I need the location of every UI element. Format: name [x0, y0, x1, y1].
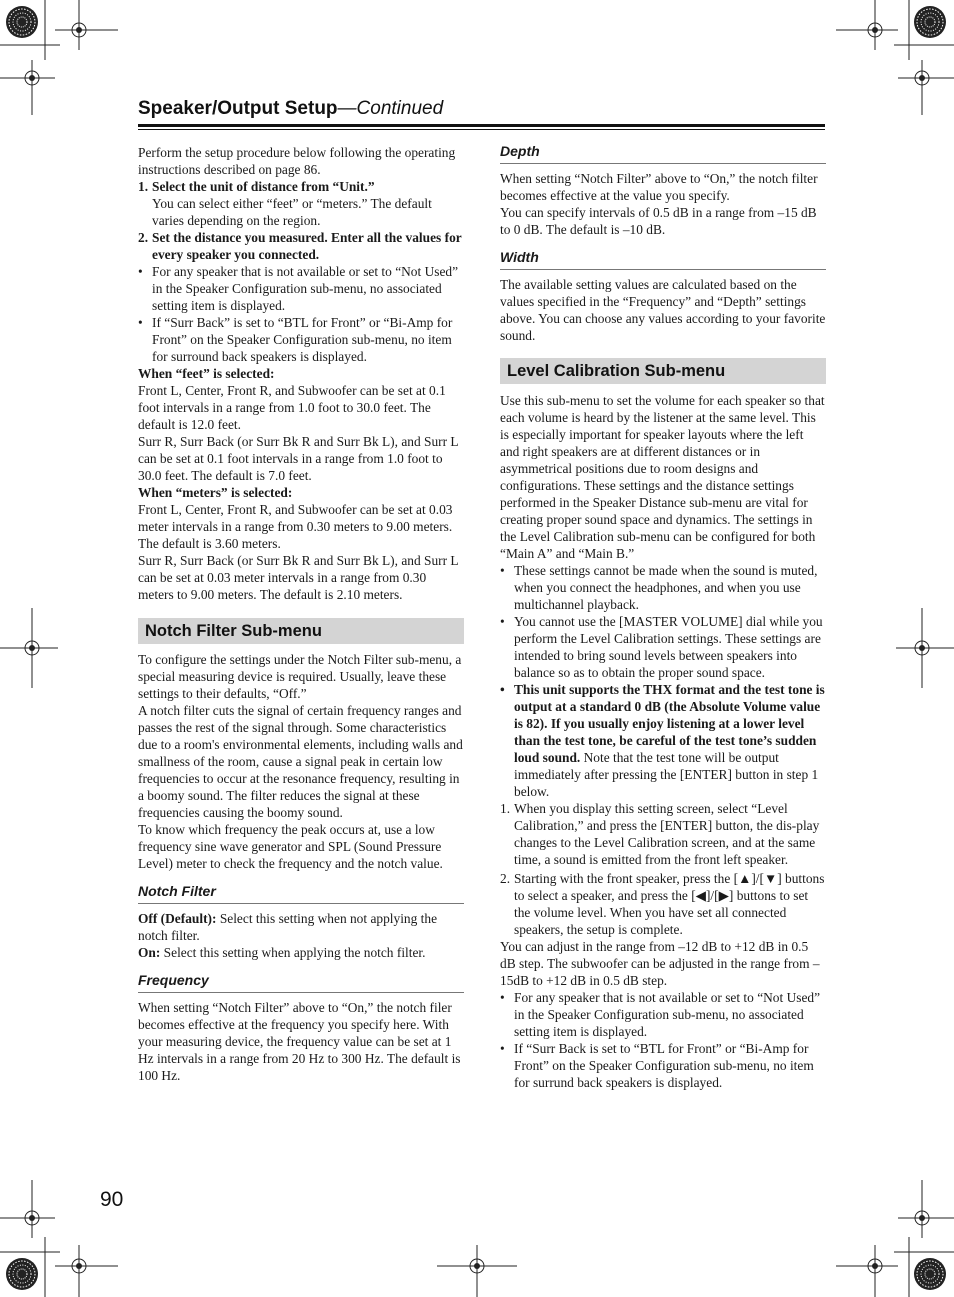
level-step-1	[500, 800, 826, 868]
range-paragraph: You can adjust in the range from –12 dB to +12 dB in 0.5 dB step. The subwoofer can be adjusted in the range from –15dB to +12 dB in 0.5 dB step.	[500, 939, 820, 988]
depth-paragraph-2: You can specify intervals of 0.5 dB in a range from –15 dB to 0 dB. The default is –10 dB.	[500, 205, 817, 237]
list-item	[500, 562, 826, 613]
thx-warning: This unit supports the THX format and the test tone is output at a standard 0 dB (the Absolute Volume value is 82). If you usually enjoy listening at a lower level than the test tone, be careful of the test tone’s sudden loud sound.	[514, 682, 825, 765]
left-column	[138, 144, 464, 1084]
notch-paragraph-1: To configure the settings under the Notch Filter sub-menu, a special measuring device is required. Usually, leave these settings to their defaults, “Off.”	[138, 652, 462, 701]
notch-off-option	[138, 910, 464, 944]
right-column	[500, 142, 826, 1091]
header-title: Speaker/Output Setup	[138, 98, 338, 119]
bullet-text: If “Surr Back” is set to “BTL for Front” or “Bi-Amp for Front” on the Speaker Configuration sub-menu, no item for surround back speakers is displayed.	[152, 315, 453, 364]
notch-on-label: On:	[138, 945, 161, 960]
step-1-number: 1.	[138, 179, 149, 194]
bullet-marker: •	[500, 1041, 505, 1056]
frequency-subheading: Frequency	[138, 971, 464, 993]
step-1-body: You can select either “feet” or “meters.” The default varies depending on the region.	[152, 196, 432, 228]
depth-paragraph-1: When setting “Notch Filter” above to “On,” the notch filter becomes effective at the value you specify.	[500, 171, 818, 203]
feet-heading: When “feet” is selected:	[138, 366, 275, 381]
level-calibration-section-title: Level Calibration Sub-menu	[500, 358, 826, 384]
width-subheading: Width	[500, 248, 826, 270]
meters-heading: When “meters” is selected:	[138, 485, 293, 500]
step-2-number: 2.	[138, 230, 149, 245]
level-step-1-number: 1.	[500, 801, 511, 816]
list-item	[500, 681, 826, 800]
notch-on-option	[138, 944, 464, 961]
thx-note: Note that the test tone will be output immediately after pressing the [ENTER] button in step 1 below.	[514, 750, 819, 799]
list-item	[500, 613, 826, 681]
page-header	[138, 98, 443, 120]
list-item	[138, 314, 464, 365]
bullet-marker: •	[500, 682, 505, 697]
bullet-text: For any speaker that is not available or set to “Not Used” in the Speaker Configuration sub-menu, no associated setting item is displayed.	[152, 264, 459, 313]
bullet-text	[514, 681, 826, 800]
header-rule-thick	[138, 124, 825, 127]
level-step-2-number: 2.	[500, 871, 511, 886]
notch-off-label: Off (Default):	[138, 911, 217, 926]
meters-paragraph-2: Surr R, Surr Back (or Surr Bk R and Surr Bk L), and Surr L can be set at 0.03 meter intervals in a range from 0.30 meters to 9.00 meters. The default is 2.10 meters.	[138, 553, 459, 602]
header-continued: —Continued	[337, 98, 444, 119]
bullet-marker: •	[138, 315, 143, 330]
list-item	[500, 1040, 826, 1091]
level-step-2-text: Starting with the front speaker, press the [▲]/[▼] buttons to select a speaker, and press the [◀]/[▶] buttons to set the volume level. When you have set all connected speakers, the setup is complete.	[514, 871, 825, 937]
notch-on-text: Select this setting when applying the notch filter.	[160, 945, 426, 960]
level-step-1-text: When you display this setting screen, select “Level Calibration,” and press the [ENTER] button, the dis-play changes to the Level Calibration screen, and at the same time, a sound is emitted from the front left speaker.	[514, 801, 820, 867]
list-item	[500, 989, 826, 1040]
notch-paragraph-2: A notch filter cuts the signal of certain frequency ranges and passes the rest of the signal through. Some characteristics due to a room's environmental elements, including walls and smallness of the room, cause a signal peak in certain low frequencies to occur at the resonance frequency, resulting in a boomy sound. The filter reduces the signal at these frequencies causing the boomy sound.	[138, 703, 463, 820]
notch-paragraph-3: To know which frequency the peak occurs at, use a low frequency sine wave generator and SPL (Sound Pressure Level) meter to check the frequency and the notch value.	[138, 822, 443, 871]
notch-filter-subheading: Notch Filter	[138, 882, 464, 904]
level-step-2	[500, 870, 826, 938]
notch-off-text: Select this setting when not applying the notch filter.	[138, 911, 438, 943]
bullet-marker: •	[138, 264, 143, 279]
notch-filter-section-title: Notch Filter Sub-menu	[138, 618, 464, 644]
bullet-text: You cannot use the [MASTER VOLUME] dial while you perform the Level Calibration settings. These settings are intended to bring sound levels between speakers into balance so as to obtain the proper sound space.	[514, 614, 823, 680]
feet-paragraph-1: Front L, Center, Front R, and Subwoofer can be set at 0.1 foot intervals in a range from 1.0 foot to 30.0 feet. The default is 12.0 feet.	[138, 383, 446, 432]
width-paragraph: The available setting values are calculated based on the values specified in the “Frequency” and “Depth” settings above. You can choose any values according to your favorite sound.	[500, 277, 826, 343]
bullet-text: For any speaker that is not available or set to “Not Used” in the Speaker Configuration sub-menu, no associated setting item is displayed.	[514, 990, 821, 1039]
bullet-marker: •	[500, 614, 505, 629]
step-1-title: Select the unit of distance from “Unit.”	[152, 179, 375, 194]
page-number: 90	[100, 1188, 124, 1211]
intro-paragraph: Perform the setup procedure below following the operating instructions described on page 86.	[138, 145, 456, 177]
frequency-paragraph: When setting “Notch Filter” above to “On,” the notch filer becomes effective at the frequency you specify here. With your measuring device, the frequency value can be set at 1 Hz intervals in a range from 20 Hz to 300 Hz. The default is 100 Hz.	[138, 1000, 461, 1083]
header-rule-thin	[138, 129, 825, 130]
bullet-marker: •	[500, 990, 505, 1005]
feet-paragraph-2: Surr R, Surr Back (or Surr Bk R and Surr Bk L), and Surr L can be set at 0.1 foot intervals in a range from 1.0 foot to 30.0 feet. The default is 7.0 feet.	[138, 434, 459, 483]
depth-subheading: Depth	[500, 142, 826, 164]
bullet-text: If “Surr Back is set to “BTL for Front” or “Bi-Amp for Front” on the Speaker Configuration sub-menu, no item for surrund back speakers is displayed.	[514, 1041, 814, 1090]
list-item	[138, 263, 464, 314]
step-1	[138, 178, 464, 195]
meters-paragraph-1: Front L, Center, Front R, and Subwoofer can be set at 0.03 meter intervals in a range from 0.30 meters to 9.00 meters. The default is 3.60 meters.	[138, 502, 453, 551]
level-paragraph: Use this sub-menu to set the volume for each speaker so that each volume is heard by the listener at the same level. This is especially important for speaker layouts where the left and right speakers are at different distances or in asymmetrical positions due to room designs and configurations. These settings and the distance settings performed in the Speaker Distance sub-menu are vital for creating proper sound space and dynamics. The settings in the Level Calibration sub-menu can be configured for both “Main A” and “Main B.”	[500, 393, 825, 561]
bullet-marker: •	[500, 563, 505, 578]
step-2-title: Set the distance you measured. Enter all the values for every speaker you connected.	[152, 230, 462, 262]
step-2	[138, 229, 464, 263]
bullet-text: These settings cannot be made when the sound is muted, when you connect the headphones, and when you use multichannel playback.	[514, 563, 818, 612]
